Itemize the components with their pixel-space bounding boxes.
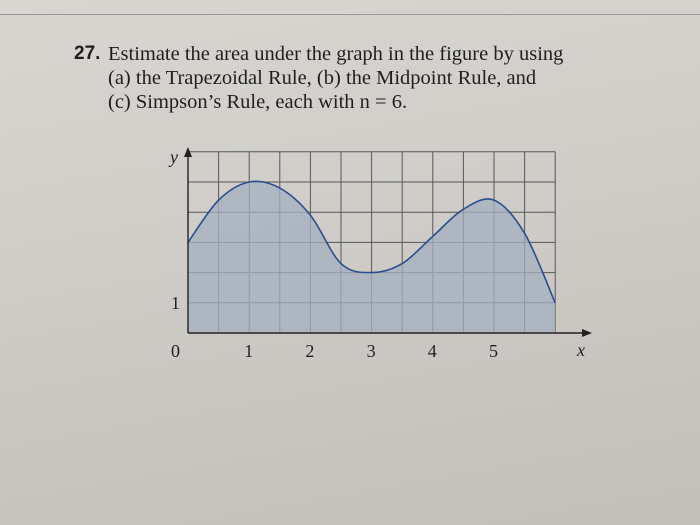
y-tick-label: 1 bbox=[171, 292, 180, 313]
x-tick-label: 4 bbox=[427, 341, 437, 361]
x-tick-label: 1 bbox=[244, 341, 254, 361]
origin-label: 0 bbox=[171, 341, 180, 361]
problem-number: 27. bbox=[74, 43, 101, 64]
x-tick-label: 2 bbox=[305, 341, 315, 361]
x-axis-arrow bbox=[582, 329, 592, 337]
x-tick-label: 3 bbox=[366, 341, 376, 361]
problem-line-1: Estimate the area under the graph in the figure by using bbox=[108, 43, 564, 65]
x-tick-label: 5 bbox=[489, 341, 498, 361]
x-axis-label: x bbox=[577, 340, 585, 360]
y-axis-label: y bbox=[170, 147, 178, 167]
problem-line-3: (c) Simpson’s Rule, each with n = 6. bbox=[108, 91, 408, 113]
problem-line-2: (a) the Trapezoidal Rule, (b) the Midpoint Rule, and bbox=[108, 67, 537, 89]
